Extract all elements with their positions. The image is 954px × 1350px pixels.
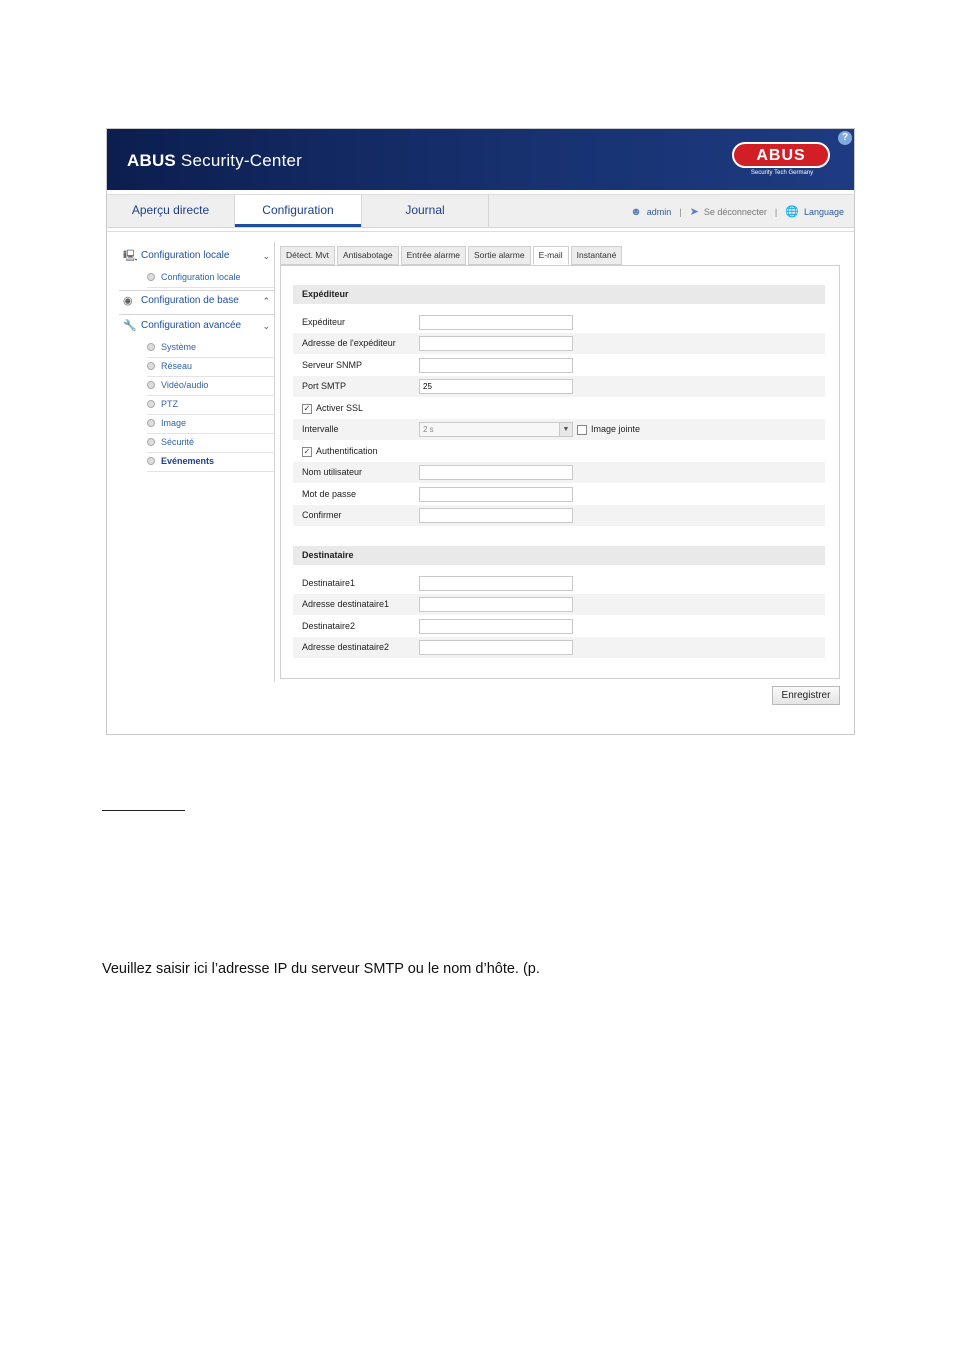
row-ssl: ✓ Activer SSL [303, 403, 364, 413]
help-icon[interactable]: ? [838, 131, 852, 145]
sidebar-item-securite[interactable]: Sécurité [147, 433, 274, 453]
row-recipient2: Destinataire2 [293, 616, 825, 637]
tab-motion-detection[interactable]: Détect. Mvt [280, 246, 335, 265]
sidebar-item-local-config[interactable]: Configuration locale [147, 268, 274, 288]
smtp-server-input[interactable] [419, 358, 573, 373]
abus-logo: ABUS Security Tech Germany [732, 142, 834, 178]
app-window [106, 128, 855, 735]
row-smtp-server: Serveur SNMP [293, 355, 825, 376]
content-area [107, 231, 854, 735]
monitor-icon: 🖳 [123, 250, 138, 262]
row-recipient2-address: Adresse destinataire2 [293, 637, 825, 658]
wrench-icon: 🔧 [123, 320, 137, 332]
tab-alarm-input[interactable]: Entrée alarme [401, 246, 466, 265]
logout-link[interactable]: Se déconnecter [703, 206, 767, 217]
event-tabs [280, 246, 622, 264]
logout-icon: ➤ [689, 206, 699, 218]
globe-icon: ◉ [123, 295, 133, 307]
tab-live-view[interactable]: Aperçu directe [131, 203, 210, 217]
row-sender: Expéditeur [293, 312, 825, 333]
ssl-checkbox[interactable]: ✓ [303, 404, 311, 413]
sidebar-item-image[interactable]: Image [147, 414, 274, 434]
sidebar-item-ptz[interactable]: PTZ [147, 395, 274, 415]
row-interval: Intervalle 2 s ▼ Image jointe [293, 419, 825, 440]
sender-address-input[interactable] [419, 336, 573, 351]
row-sender-address: Adresse de l'expéditeur [293, 333, 825, 354]
row-recipient1-address: Adresse destinataire1 [293, 594, 825, 615]
auth-checkbox[interactable]: ✓ [303, 447, 311, 456]
globe-icon: 🌐 [785, 206, 799, 218]
tab-configuration[interactable]: Configuration [235, 195, 361, 227]
sidebar-item-video-audio[interactable]: Vidéo/audio [147, 376, 274, 396]
sidebar-item-systeme[interactable]: Système [147, 338, 274, 358]
chevron-up-icon: ⌃ [262, 296, 270, 306]
sender-input[interactable] [419, 315, 573, 330]
chevron-down-icon: ▼ [559, 423, 572, 436]
save-button[interactable]: Enregistrer [772, 686, 840, 705]
sidebar-item-evenements[interactable]: Evénements [147, 452, 274, 472]
app-title: ABUS Security-Center [127, 151, 303, 170]
document-text: Veuillez saisir ici l’adresse IP du serveur SMTP ou le nom d’hôte. (p. [102, 961, 540, 977]
attach-image-checkbox[interactable] [577, 425, 587, 435]
row-confirm: Confirmer [293, 505, 825, 526]
section-recipient: Destinataire [293, 546, 825, 565]
tab-snapshot[interactable]: Instantané [571, 246, 623, 265]
interval-select[interactable]: 2 s ▼ [419, 422, 573, 437]
tab-tamper[interactable]: Antisabotage [337, 246, 399, 265]
sidebar-item-reseau[interactable]: Réseau [147, 357, 274, 377]
section-sender: Expéditeur [293, 285, 825, 304]
row-authentication: ✓ Authentification [303, 446, 378, 456]
recipient2-input[interactable] [419, 619, 573, 634]
underline-divider [102, 810, 185, 811]
row-recipient1: Destinataire1 [293, 573, 825, 594]
sidebar-group-local[interactable]: 🖳 Configuration locale ⌄ [119, 244, 274, 268]
user-name[interactable]: admin [646, 206, 672, 217]
app-header [107, 129, 854, 190]
sidebar-group-advanced[interactable]: 🔧 Configuration avancée ⌄ [119, 314, 274, 338]
tab-email[interactable]: E-mail [533, 246, 569, 265]
email-settings-panel [280, 265, 840, 679]
tab-journal[interactable]: Journal [405, 203, 445, 217]
username-input[interactable] [419, 465, 573, 480]
row-password: Mot de passe [293, 484, 825, 505]
chevron-down-icon: ⌄ [262, 251, 270, 261]
tab-alarm-output[interactable]: Sortie alarme [468, 246, 531, 265]
row-username: Nom utilisateur [293, 462, 825, 483]
main-nav [107, 194, 854, 228]
password-input[interactable] [419, 487, 573, 502]
language-link[interactable]: Language [803, 206, 844, 217]
recipient1-input[interactable] [419, 576, 573, 591]
user-icon: ☻ [630, 205, 642, 218]
confirm-input[interactable] [419, 508, 573, 523]
recipient2-address-input[interactable] [419, 640, 573, 655]
recipient1-address-input[interactable] [419, 597, 573, 612]
user-bar: ☻ admin | ➤ Se déconnecter | 🌐 Language [630, 205, 844, 218]
smtp-port-input[interactable] [419, 379, 573, 394]
row-smtp-port: Port SMTP 25 [293, 376, 825, 397]
sidebar-group-basic[interactable]: ◉ Configuration de base ⌃ [119, 289, 274, 313]
chevron-down-icon: ⌄ [262, 321, 270, 331]
